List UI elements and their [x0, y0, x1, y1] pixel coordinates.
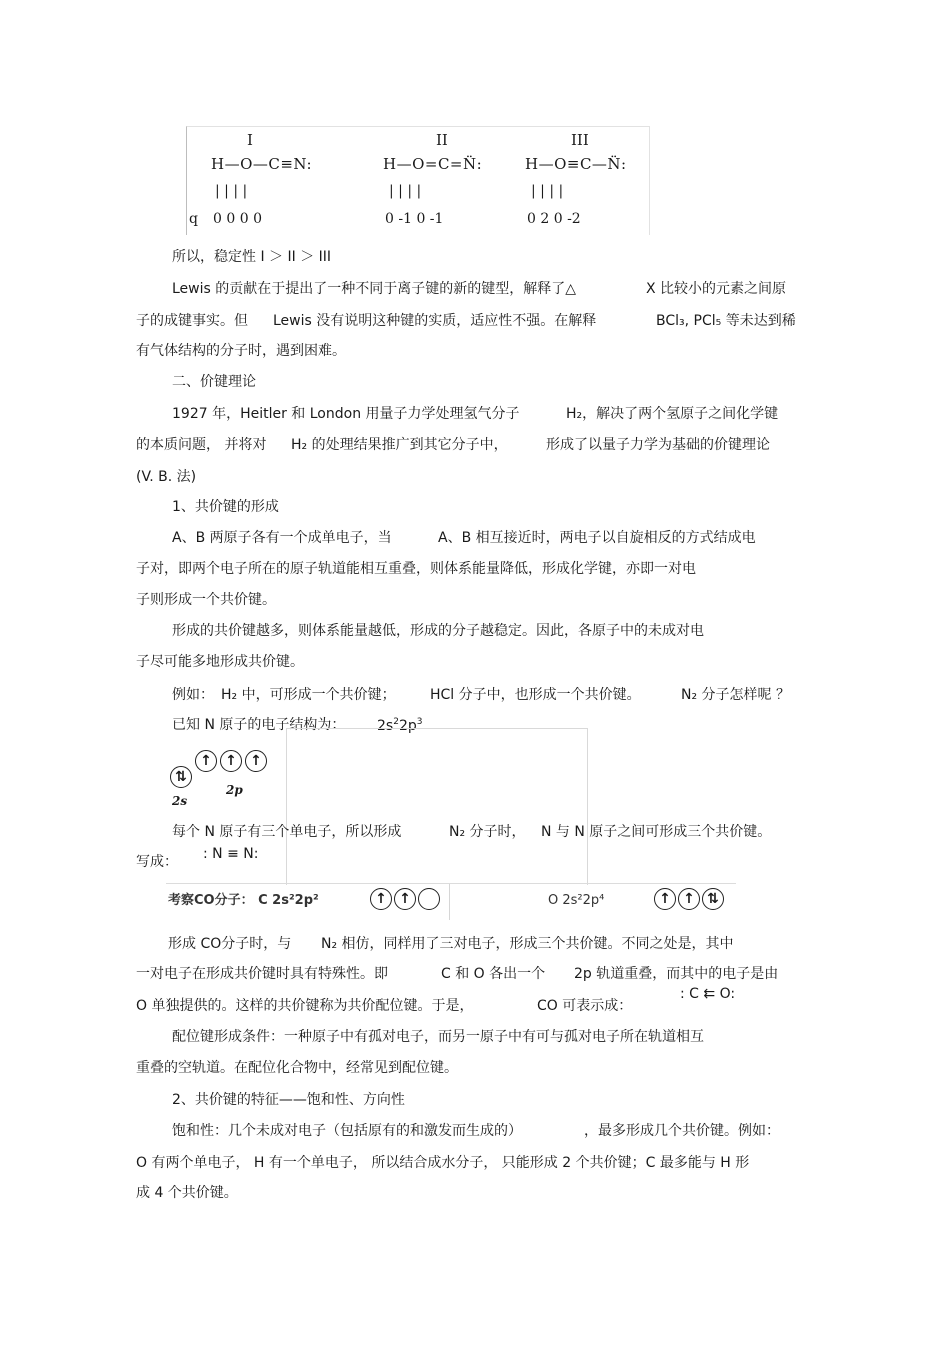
formation-line1b: A、B 相互接近时，两电子以自旋相反的方式结成电: [438, 530, 756, 546]
bond-lines-2: | | | |: [389, 183, 422, 199]
co-line3a: O 单独提供的。这样的共价键称为共价配位键。于是，: [136, 998, 474, 1014]
coordinate-condition-line2: 重叠的空轨道。在配位化合物中，经常见到配位键。: [136, 1060, 458, 1076]
c-orbital-3-icon: [418, 888, 440, 910]
label-2s: 2s: [172, 794, 188, 808]
lewis-paragraph-line1b: X 比较小的元素之间原: [646, 281, 787, 297]
charge-label: q: [189, 211, 198, 227]
co-orbital-figure: [166, 883, 736, 922]
lewis-paragraph-line2b: Lewis 没有说明这种键的实质，适应性不强。在解释: [273, 313, 597, 329]
orbital-2s-icon: ⇅: [170, 766, 192, 788]
subheading-covalent-features: 2、共价键的特征——饱和性、方向性: [172, 1092, 405, 1108]
example-line-b: H₂ 中，可形成一个共价键；: [221, 687, 396, 703]
vb-paragraph-line3: (V. B. 法): [136, 469, 197, 485]
vb-paragraph-line2a: 的本质问题， 并将对: [136, 437, 267, 453]
lewis-paragraph-line1a: Lewis 的贡献在于提出了一种不同于离子键的新的键型，解释了△: [172, 281, 577, 297]
co-line1b: N₂ 相仿，同样用了三对电子，形成三个共价键。不同之处是，其中: [321, 936, 734, 952]
formation-line2: 子对，即两个电子所在的原子轨道能相互重叠，则体系能量降低，形成化学键，亦即一对电: [136, 561, 696, 577]
figure-frame: [286, 728, 588, 885]
o-orbital-1-icon: ↑: [654, 888, 676, 910]
charges-1: 0 0 0 0: [213, 211, 262, 227]
vb-paragraph-line2c: 形成了以量子力学为基础的价键理论: [546, 437, 770, 453]
saturation-line3: 成 4 个共价键。: [136, 1185, 238, 1201]
n2-line-b: N₂ 分子时，: [449, 824, 526, 840]
co-line2c: 2p 轨道重叠，而其中的电子是由: [574, 966, 779, 982]
bond-lines-3: | | | |: [531, 183, 564, 199]
structure-label-3: III: [571, 131, 589, 149]
nitrogen-config-formula: $2s^22p^3$: [377, 717, 423, 734]
coordinate-condition-line1: 配位键形成条件：一种原子中有孤对电子，而另一原子中有可与孤对电子所在轨道相互: [172, 1029, 704, 1045]
vb-paragraph-line1b: H₂，解决了两个氢原子之间化学键: [566, 406, 779, 422]
structure-label-1: I: [247, 131, 253, 149]
n2-line-a: 每个 N 原子有三个单电子，所以形成: [172, 824, 402, 840]
co-line1a: 形成 CO分子时，与: [168, 936, 292, 952]
stability-conclusion: 所以，稳定性 I ＞ II ＞ III: [172, 249, 332, 265]
structure-1: H—O—C≡N:: [211, 155, 313, 173]
vb-paragraph-line2b: H₂ 的处理结果推广到其它分子中，: [291, 437, 508, 453]
structure-3: H—O≡C—N̈:: [525, 155, 627, 173]
stability-line2: 子尽可能多地形成共价键。: [136, 654, 304, 670]
lewis-paragraph-line3: 有气体结构的分子时，遇到困难。: [136, 343, 346, 359]
stability-line1: 形成的共价键越多，则体系能量越低，形成的分子越稳定。因此，各原子中的未成对电: [172, 623, 704, 639]
o-orbital-2-icon: ↑: [678, 888, 700, 910]
example-line-d: N₂ 分子怎样呢 ？: [681, 687, 790, 703]
example-line-a: 例如：: [172, 687, 214, 703]
orbital-2p-2-icon: ↑: [220, 750, 242, 772]
nitrogen-config-label: 已知 N 原子的电子结构为：: [172, 717, 346, 733]
resonance-structures-figure: [186, 126, 650, 235]
vb-paragraph-line1a: 1927 年，Heitler 和 London 用量子力学处理氢气分子: [172, 406, 520, 422]
structure-label-2: II: [436, 131, 448, 149]
co-carbon-config: 考察CO分子： C 2s²2p²: [168, 893, 319, 908]
saturation-line2: O 有两个单电子， H 有一个单电子， 所以结合成水分子， 只能形成 2 个共价键；C 最多能与 H 形: [136, 1155, 750, 1171]
structure-2: H—O=C=N̈:: [383, 155, 483, 173]
subheading-covalent-formation: 1、共价键的形成: [172, 499, 279, 515]
n2-triple-bond-formula: : N ≡ N:: [203, 846, 259, 862]
c-orbital-1-icon: ↑: [370, 888, 392, 910]
written-as-label: 写成：: [136, 854, 178, 870]
label-2p: 2p: [226, 783, 243, 797]
co-line2a: 一对电子在形成共价键时具有特殊性。即: [136, 966, 388, 982]
co-coordinate-formula: : C ⇇ O:: [680, 986, 736, 1002]
charges-3: 0 2 0 -2: [527, 211, 581, 227]
example-line-c: HCl 分子中，也形成一个共价键。: [430, 687, 641, 703]
charges-2: 0 -1 0 -1: [385, 211, 444, 227]
orbital-2p-3-icon: ↑: [245, 750, 267, 772]
figure-divider: [449, 884, 450, 920]
lewis-paragraph-line2c: BCl₃, PCl₅ 等未达到稀: [656, 313, 796, 329]
saturation-line1a: 饱和性：几个未成对电子（包括原有的和激发而生成的）: [172, 1123, 522, 1139]
saturation-line1b: ，最多形成几个共价键。例如：: [584, 1123, 780, 1139]
c-orbital-2-icon: ↑: [394, 888, 416, 910]
n2-line-c: N 与 N 原子之间可形成三个共价键。: [541, 824, 772, 840]
lewis-paragraph-line2a: 子的成键事实。但: [136, 313, 248, 329]
co-line2b: C 和 O 各出一个: [441, 966, 546, 982]
formation-line1a: A、B 两原子各有一个成单电子，当: [172, 530, 392, 546]
section-heading-vb-theory: 二、价键理论: [172, 374, 256, 390]
formation-line3: 子则形成一个共价键。: [136, 592, 276, 608]
orbital-2p-1-icon: ↑: [195, 750, 217, 772]
co-oxygen-config: O 2s²2p⁴: [548, 893, 605, 908]
o-orbital-3-icon: ⇅: [702, 888, 724, 910]
bond-lines-1: | | | |: [215, 183, 248, 199]
co-line3b: CO 可表示成：: [537, 998, 633, 1014]
